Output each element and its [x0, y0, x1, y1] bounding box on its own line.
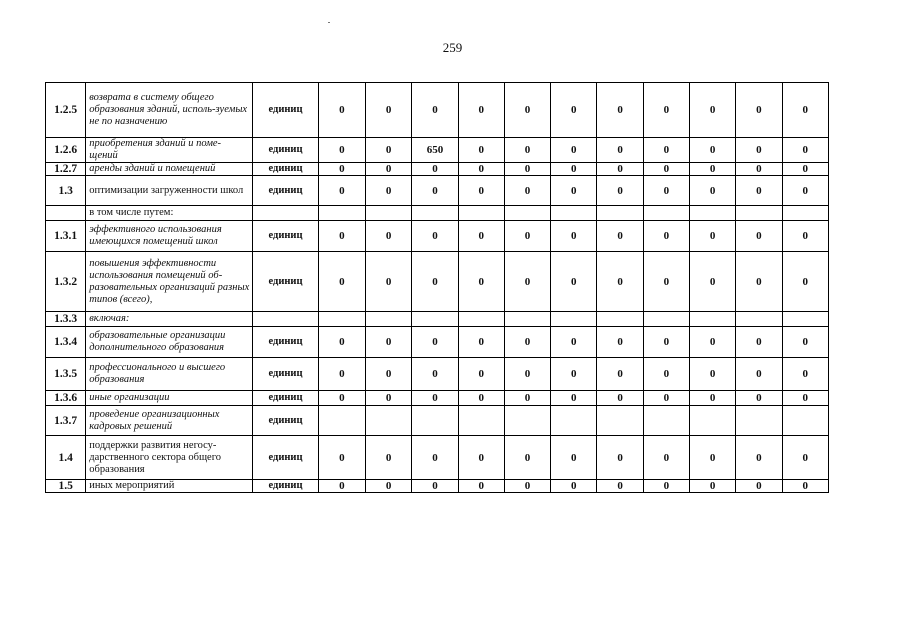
- row-unit: единиц: [253, 327, 318, 358]
- value-cell: 0: [318, 436, 365, 480]
- value-cell: 0: [736, 436, 782, 480]
- value-cell: 0: [736, 163, 782, 176]
- value-cell: 0: [689, 358, 735, 391]
- value-cell: 0: [504, 436, 550, 480]
- value-cell: 0: [597, 391, 643, 406]
- value-cell: [736, 312, 782, 327]
- value-cell: [504, 312, 550, 327]
- value-cell: 0: [689, 83, 735, 138]
- value-cell: 0: [551, 391, 597, 406]
- value-cell: 0: [782, 138, 828, 163]
- value-cell: 0: [736, 138, 782, 163]
- table-row: [46, 406, 829, 436]
- value-cell: 0: [551, 163, 597, 176]
- row-number: 1.3.7: [46, 406, 86, 436]
- row-description: аренды зданий и помещений: [86, 163, 253, 176]
- value-cell: [597, 206, 643, 221]
- value-cell: 0: [643, 163, 689, 176]
- value-cell: [597, 312, 643, 327]
- row-unit: единиц: [253, 406, 318, 436]
- value-cell: [366, 312, 412, 327]
- row-unit: [253, 206, 318, 221]
- value-cell: 0: [551, 436, 597, 480]
- row-number: 1.3.1: [46, 221, 86, 252]
- value-cell: 0: [736, 83, 782, 138]
- value-cell: 0: [412, 221, 458, 252]
- row-description: эффективного использования имеющихся помещений школ: [86, 221, 253, 252]
- value-cell: [504, 406, 550, 436]
- value-cell: [366, 406, 412, 436]
- row-number: 1.3.2: [46, 252, 86, 312]
- value-cell: 0: [504, 480, 550, 493]
- value-cell: 0: [412, 391, 458, 406]
- row-description: в том числе путем:: [86, 206, 253, 221]
- value-cell: 0: [597, 176, 643, 206]
- value-cell: 0: [504, 83, 550, 138]
- value-cell: 0: [318, 252, 365, 312]
- row-number: 1.5: [46, 480, 86, 493]
- value-cell: 0: [689, 480, 735, 493]
- row-description: профессионального и высшего образования: [86, 358, 253, 391]
- value-cell: 0: [366, 358, 412, 391]
- table-row: [46, 327, 829, 358]
- row-description: проведение организационных кадровых решений: [86, 406, 253, 436]
- page-number: 259: [442, 40, 463, 55]
- row-number: 1.4: [46, 436, 86, 480]
- value-cell: 0: [366, 391, 412, 406]
- value-cell: 0: [736, 480, 782, 493]
- value-cell: [412, 312, 458, 327]
- value-cell: [551, 406, 597, 436]
- value-cell: 0: [689, 176, 735, 206]
- value-cell: 0: [597, 252, 643, 312]
- row-unit: единиц: [253, 358, 318, 391]
- value-cell: 0: [366, 221, 412, 252]
- value-cell: 0: [366, 252, 412, 312]
- value-cell: 0: [412, 163, 458, 176]
- value-cell: 0: [782, 327, 828, 358]
- row-unit: [253, 312, 318, 327]
- value-cell: [551, 206, 597, 221]
- value-cell: [643, 206, 689, 221]
- value-cell: 0: [366, 327, 412, 358]
- value-cell: 0: [782, 83, 828, 138]
- value-cell: 0: [551, 176, 597, 206]
- value-cell: 0: [551, 221, 597, 252]
- table-row: [46, 206, 829, 221]
- value-cell: 650: [412, 138, 458, 163]
- value-cell: 0: [689, 221, 735, 252]
- value-cell: [597, 406, 643, 436]
- value-cell: 0: [643, 176, 689, 206]
- value-cell: 0: [504, 176, 550, 206]
- value-cell: 0: [597, 480, 643, 493]
- value-cell: 0: [504, 327, 550, 358]
- value-cell: 0: [318, 138, 365, 163]
- value-cell: 0: [504, 391, 550, 406]
- value-cell: 0: [736, 176, 782, 206]
- value-cell: 0: [551, 358, 597, 391]
- value-cell: 0: [504, 163, 550, 176]
- value-cell: 0: [458, 163, 504, 176]
- value-cell: 0: [689, 138, 735, 163]
- value-cell: 0: [366, 436, 412, 480]
- value-cell: 0: [458, 391, 504, 406]
- value-cell: [504, 206, 550, 221]
- value-cell: 0: [458, 327, 504, 358]
- value-cell: 0: [643, 221, 689, 252]
- value-cell: [458, 206, 504, 221]
- value-cell: 0: [458, 436, 504, 480]
- value-cell: 0: [504, 252, 550, 312]
- value-cell: 0: [689, 163, 735, 176]
- value-cell: 0: [318, 163, 365, 176]
- row-number: 1.3.6: [46, 391, 86, 406]
- value-cell: 0: [597, 221, 643, 252]
- value-cell: 0: [736, 358, 782, 391]
- value-cell: [689, 406, 735, 436]
- value-cell: [782, 406, 828, 436]
- value-cell: 0: [458, 252, 504, 312]
- value-cell: 0: [458, 83, 504, 138]
- value-cell: [366, 206, 412, 221]
- table-row: [46, 252, 829, 312]
- row-description: повышения эффективности использования помещений об-разовательных организаций разных типов (всего),: [86, 252, 253, 312]
- value-cell: 0: [318, 83, 365, 138]
- value-cell: [458, 312, 504, 327]
- value-cell: 0: [643, 480, 689, 493]
- value-cell: [689, 206, 735, 221]
- table-row: [46, 221, 829, 252]
- value-cell: 0: [689, 327, 735, 358]
- row-description: включая:: [86, 312, 253, 327]
- value-cell: 0: [597, 83, 643, 138]
- value-cell: 0: [318, 221, 365, 252]
- table-row: [46, 163, 829, 176]
- row-number: 1.3.5: [46, 358, 86, 391]
- row-unit: единиц: [253, 138, 318, 163]
- table-row: [46, 436, 829, 480]
- row-unit: единиц: [253, 221, 318, 252]
- value-cell: [412, 206, 458, 221]
- value-cell: 0: [318, 358, 365, 391]
- row-description: приобретения зданий и поме-щений: [86, 138, 253, 163]
- value-cell: [643, 312, 689, 327]
- value-cell: [412, 406, 458, 436]
- value-cell: 0: [504, 358, 550, 391]
- row-number: 1.3.3: [46, 312, 86, 327]
- value-cell: 0: [736, 221, 782, 252]
- row-number: 1.2.5: [46, 83, 86, 138]
- value-cell: [736, 206, 782, 221]
- row-description: возврата в систему общего образования зданий, исполь-зуемых не по назначению: [86, 83, 253, 138]
- value-cell: 0: [689, 391, 735, 406]
- value-cell: 0: [643, 83, 689, 138]
- value-cell: 0: [366, 138, 412, 163]
- row-description: иные организации: [86, 391, 253, 406]
- value-cell: [318, 206, 365, 221]
- value-cell: 0: [318, 327, 365, 358]
- value-cell: [318, 312, 365, 327]
- value-cell: 0: [782, 480, 828, 493]
- value-cell: 0: [366, 163, 412, 176]
- value-cell: [689, 312, 735, 327]
- value-cell: [782, 206, 828, 221]
- table-row: [46, 138, 829, 163]
- value-cell: 0: [318, 176, 365, 206]
- value-cell: 0: [551, 83, 597, 138]
- value-cell: [458, 406, 504, 436]
- table-row: [46, 480, 829, 493]
- value-cell: 0: [458, 138, 504, 163]
- table-row: [46, 312, 829, 327]
- value-cell: 0: [782, 221, 828, 252]
- row-number: [46, 206, 86, 221]
- data-table: [45, 82, 829, 493]
- value-cell: 0: [458, 221, 504, 252]
- value-cell: 0: [643, 391, 689, 406]
- row-unit: единиц: [253, 436, 318, 480]
- value-cell: 0: [597, 138, 643, 163]
- value-cell: 0: [782, 391, 828, 406]
- row-description: оптимизации загруженности школ: [86, 176, 253, 206]
- value-cell: 0: [551, 480, 597, 493]
- scan-speck: [328, 22, 330, 23]
- row-description: иных мероприятий: [86, 480, 253, 493]
- value-cell: [551, 312, 597, 327]
- value-cell: [318, 406, 365, 436]
- value-cell: [736, 406, 782, 436]
- value-cell: 0: [412, 358, 458, 391]
- value-cell: 0: [318, 391, 365, 406]
- value-cell: 0: [366, 480, 412, 493]
- value-cell: 0: [412, 327, 458, 358]
- value-cell: 0: [412, 480, 458, 493]
- row-unit: единиц: [253, 163, 318, 176]
- table-row: [46, 83, 829, 138]
- value-cell: 0: [643, 436, 689, 480]
- value-cell: 0: [782, 436, 828, 480]
- value-cell: 0: [597, 163, 643, 176]
- value-cell: 0: [504, 221, 550, 252]
- row-number: 1.3.4: [46, 327, 86, 358]
- row-unit: единиц: [253, 252, 318, 312]
- value-cell: 0: [412, 176, 458, 206]
- value-cell: [643, 406, 689, 436]
- row-number: 1.3: [46, 176, 86, 206]
- value-cell: 0: [412, 436, 458, 480]
- table-row: [46, 358, 829, 391]
- value-cell: 0: [551, 252, 597, 312]
- value-cell: 0: [597, 327, 643, 358]
- table-row: [46, 176, 829, 206]
- value-cell: 0: [366, 176, 412, 206]
- value-cell: 0: [504, 138, 550, 163]
- value-cell: 0: [597, 436, 643, 480]
- value-cell: 0: [643, 252, 689, 312]
- value-cell: 0: [689, 436, 735, 480]
- value-cell: 0: [551, 327, 597, 358]
- value-cell: 0: [412, 83, 458, 138]
- value-cell: 0: [318, 480, 365, 493]
- row-unit: единиц: [253, 391, 318, 406]
- row-unit: единиц: [253, 83, 318, 138]
- value-cell: 0: [597, 358, 643, 391]
- row-number: 1.2.7: [46, 163, 86, 176]
- value-cell: 0: [366, 83, 412, 138]
- value-cell: 0: [458, 358, 504, 391]
- value-cell: [782, 312, 828, 327]
- row-description: образовательные организации дополнительного образования: [86, 327, 253, 358]
- row-number: 1.2.6: [46, 138, 86, 163]
- value-cell: 0: [551, 138, 597, 163]
- value-cell: 0: [412, 252, 458, 312]
- value-cell: 0: [782, 358, 828, 391]
- row-description: поддержки развития негосу-дарственного сектора общего образования: [86, 436, 253, 480]
- value-cell: 0: [458, 480, 504, 493]
- value-cell: 0: [736, 391, 782, 406]
- table-row: [46, 391, 829, 406]
- value-cell: 0: [689, 252, 735, 312]
- row-unit: единиц: [253, 176, 318, 206]
- value-cell: 0: [782, 252, 828, 312]
- value-cell: 0: [643, 138, 689, 163]
- value-cell: 0: [458, 176, 504, 206]
- value-cell: 0: [736, 327, 782, 358]
- row-unit: единиц: [253, 480, 318, 493]
- value-cell: 0: [643, 327, 689, 358]
- value-cell: 0: [782, 176, 828, 206]
- value-cell: 0: [736, 252, 782, 312]
- value-cell: 0: [643, 358, 689, 391]
- value-cell: 0: [782, 163, 828, 176]
